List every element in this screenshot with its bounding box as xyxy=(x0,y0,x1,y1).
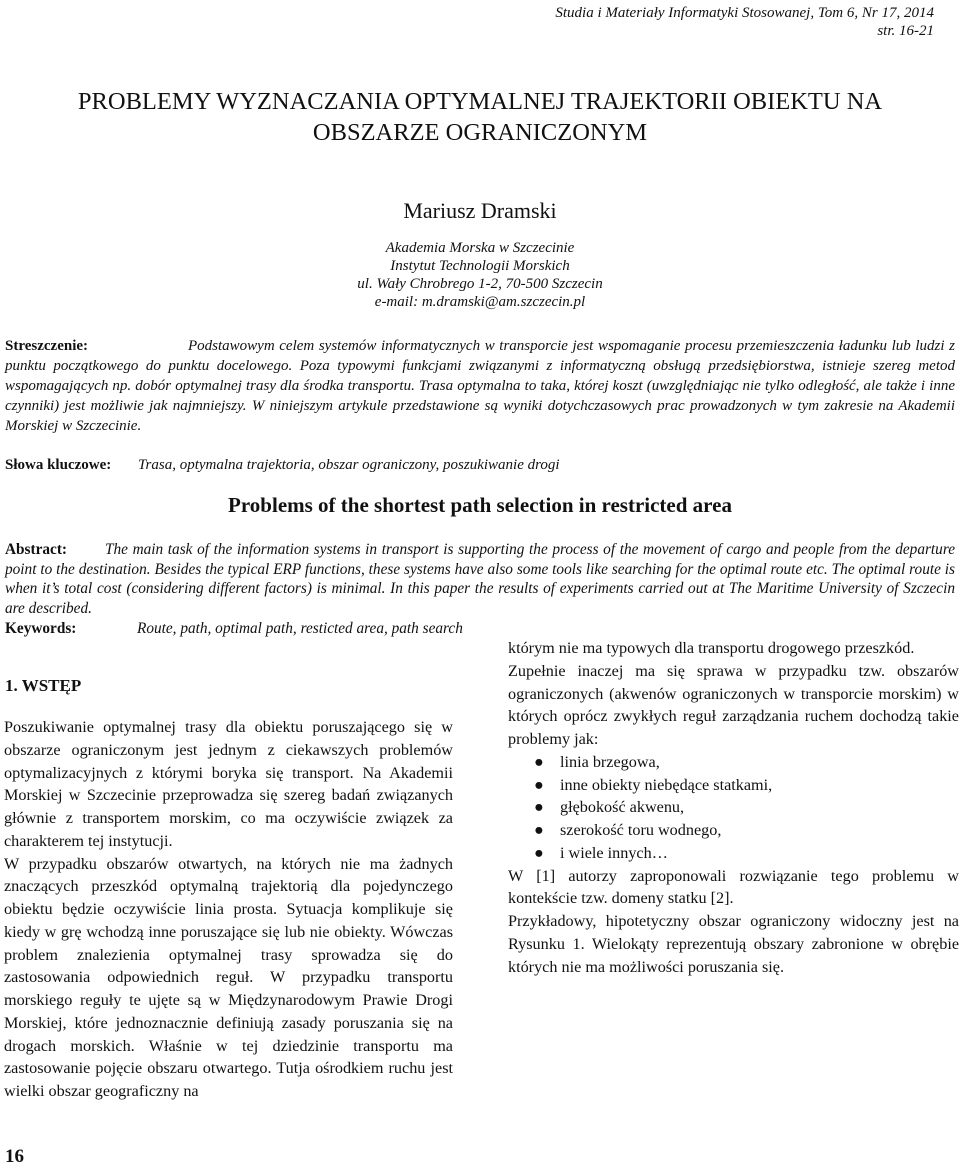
left-paragraph-2: W przypadku obszarów otwartych, na których nie ma żadnych znaczących przeszkód optymalną trajektorią dla pojedynczego obiektu będzie oczywiście linia prosta. Sytuacja komplikuje się kiedy w grę wchodzą inne poruszające się lub nie obiekty. Wówczas problem znalezienia optymalnej trasy sprowadza się do zastosowania odpowiednich reguł. W przypadku transportu morskiego reguły te ujęte są w Międzynarodowym Prawie Drogi Morskiej, które jednoznacznie definiują zasady poruszania się na drogach morskich. Właśnie w tej dziedzinie transportu ma zastosowanie pojęcie obszaru otwartego. Tutja ośrodkiem ruchu jest wielki obszar geograficzny na xyxy=(4,854,453,1100)
affiliation-email: e-mail: m.dramski@am.szczecin.pl xyxy=(374,294,586,310)
author-name: Mariusz Dramski xyxy=(403,198,557,223)
right-paragraph-2: Zupełnie inaczej ma się sprawa w przypadku tzw. obszarów ograniczonych (akwenów ograniczonych w transporcie morskim) w których oprócz zwykłych reguł zarządzania ruchem dochodzą takie problemy jak: xyxy=(508,661,959,748)
list-item xyxy=(508,819,959,842)
right-column xyxy=(508,637,959,978)
keywords-en-label: Keywords: xyxy=(5,620,77,637)
journal-pages: str. 16-21 xyxy=(877,23,934,39)
right-paragraph-3: W [1] autorzy zaproponowali rozwiązanie tego problemu w kontekście tzw. domeny statku [2]. xyxy=(508,866,959,908)
list-item xyxy=(508,842,959,865)
keywords-en xyxy=(5,619,463,638)
abstract-pl xyxy=(5,336,955,436)
list-item-text: linia brzegowa, xyxy=(560,752,660,771)
left-column xyxy=(4,716,453,1103)
abstract-pl-label: Streszczenie: xyxy=(5,338,89,354)
list-item xyxy=(508,751,959,774)
bullet-icon: ● xyxy=(534,752,544,771)
list-item xyxy=(508,774,959,797)
keywords-pl-text: Trasa, optymalna trajektoria, obszar ograniczony, poszukiwanie drogi xyxy=(138,457,560,473)
abstract-en xyxy=(5,540,955,618)
paper-title-line1: PROBLEMY WYZNACZANIA OPTYMALNEJ TRAJEKTORII OBIEKTU NA xyxy=(77,88,883,115)
english-title: Problems of the shortest path selection in restricted area xyxy=(228,493,732,517)
keywords-pl-label: Słowa kluczowe: xyxy=(5,457,112,473)
list-item-text: głębokość akwenu, xyxy=(560,798,685,817)
list-item-text: szerokość toru wodnego, xyxy=(560,821,722,839)
list-item-text: i wiele innych… xyxy=(560,843,668,862)
bullet-icon: ● xyxy=(534,775,544,794)
bullet-icon: ● xyxy=(534,821,544,839)
journal-name: Studia i Materiały Informatyki Stosowanej, Tom 6, Nr 17, 2014 xyxy=(555,5,934,21)
keywords-en-text: Route, path, optimal path, resticted area, path search xyxy=(137,620,463,637)
affiliation-institute: Instytut Technologii Morskich xyxy=(390,258,570,274)
affiliation xyxy=(0,239,960,311)
journal-header xyxy=(555,4,934,40)
affiliation-address: ul. Wały Chrobrego 1-2, 70-500 Szczecin xyxy=(357,276,603,292)
keywords-pl xyxy=(5,455,560,475)
page-number: 16 xyxy=(5,1146,24,1167)
right-paragraph-1: którym nie ma typowych dla transportu drogowego przeszkód. xyxy=(508,639,915,657)
affiliation-university: Akademia Morska w Szczecinie xyxy=(385,240,575,256)
abstract-en-text: The main task of the information systems in transport is supporting the process of the movement of cargo and people from the departure point to the destination. Besides the typical ERP functions, these systems have also some tools like searching for the optimal route etc. The optimal route is when it’s total cost (considering different factors) is minimal. In this paper the results of experiments carried out at The Maritime University of Szczecin are described. xyxy=(5,541,955,617)
problem-list xyxy=(508,751,959,865)
paper-title xyxy=(0,86,960,148)
bullet-icon: ● xyxy=(534,798,544,817)
list-item-text: inne obiekty niebędące statkami, xyxy=(560,775,773,794)
bullet-icon: ● xyxy=(534,843,544,862)
right-paragraph-4: Przykładowy, hipotetyczny obszar ograniczony widoczny jest na Rysunku 1. Wielokąty reprezentują obszary zabronione w obrębie których nie ma możliwości poruszania się. xyxy=(508,912,959,976)
left-paragraph-1: Poszukiwanie optymalnej trasy dla obiektu poruszającego się w obszarze ograniczonym jest jednym z ciekawszych problemów optymalizacyjnych z którymi boryka się transport. Na Akademii Morskiej w Szczecinie przeprowadza się szereg badań związanych głównie z transportem morskim, co ma oczywiście związek za charakterem tej instytucji. xyxy=(4,718,453,850)
paper-title-line2: OBSZARZE OGRANICZONYM xyxy=(312,119,648,146)
abstract-pl-text: Podstawowym celem systemów informatycznych w transporcie jest wspomaganie procesu przemieszczenia ładunku lub ludzi z punktu początkowego do punktu docelowego. Poza typowymi funkcjami związanymi z informatyczną obsługą przedsiębiorstwa, istnieje szereg metod wspomagających np. dobór optymalnej trasy dla środka transportu. Trasa optymalna to taka, której koszt (uwzględniając nie tylko odległość, ale także i inne czynniki) jest możliwie jak najmniejszy. W niniejszym artykule przedstawione są wyniki dotychczasowych prac prowadzonych w tym zakresie na Akademii Morskiej w Szczecinie. xyxy=(5,338,955,434)
section-heading: 1. WSTĘP xyxy=(5,676,82,695)
list-item xyxy=(508,796,959,819)
abstract-en-label: Abstract: xyxy=(5,541,68,558)
